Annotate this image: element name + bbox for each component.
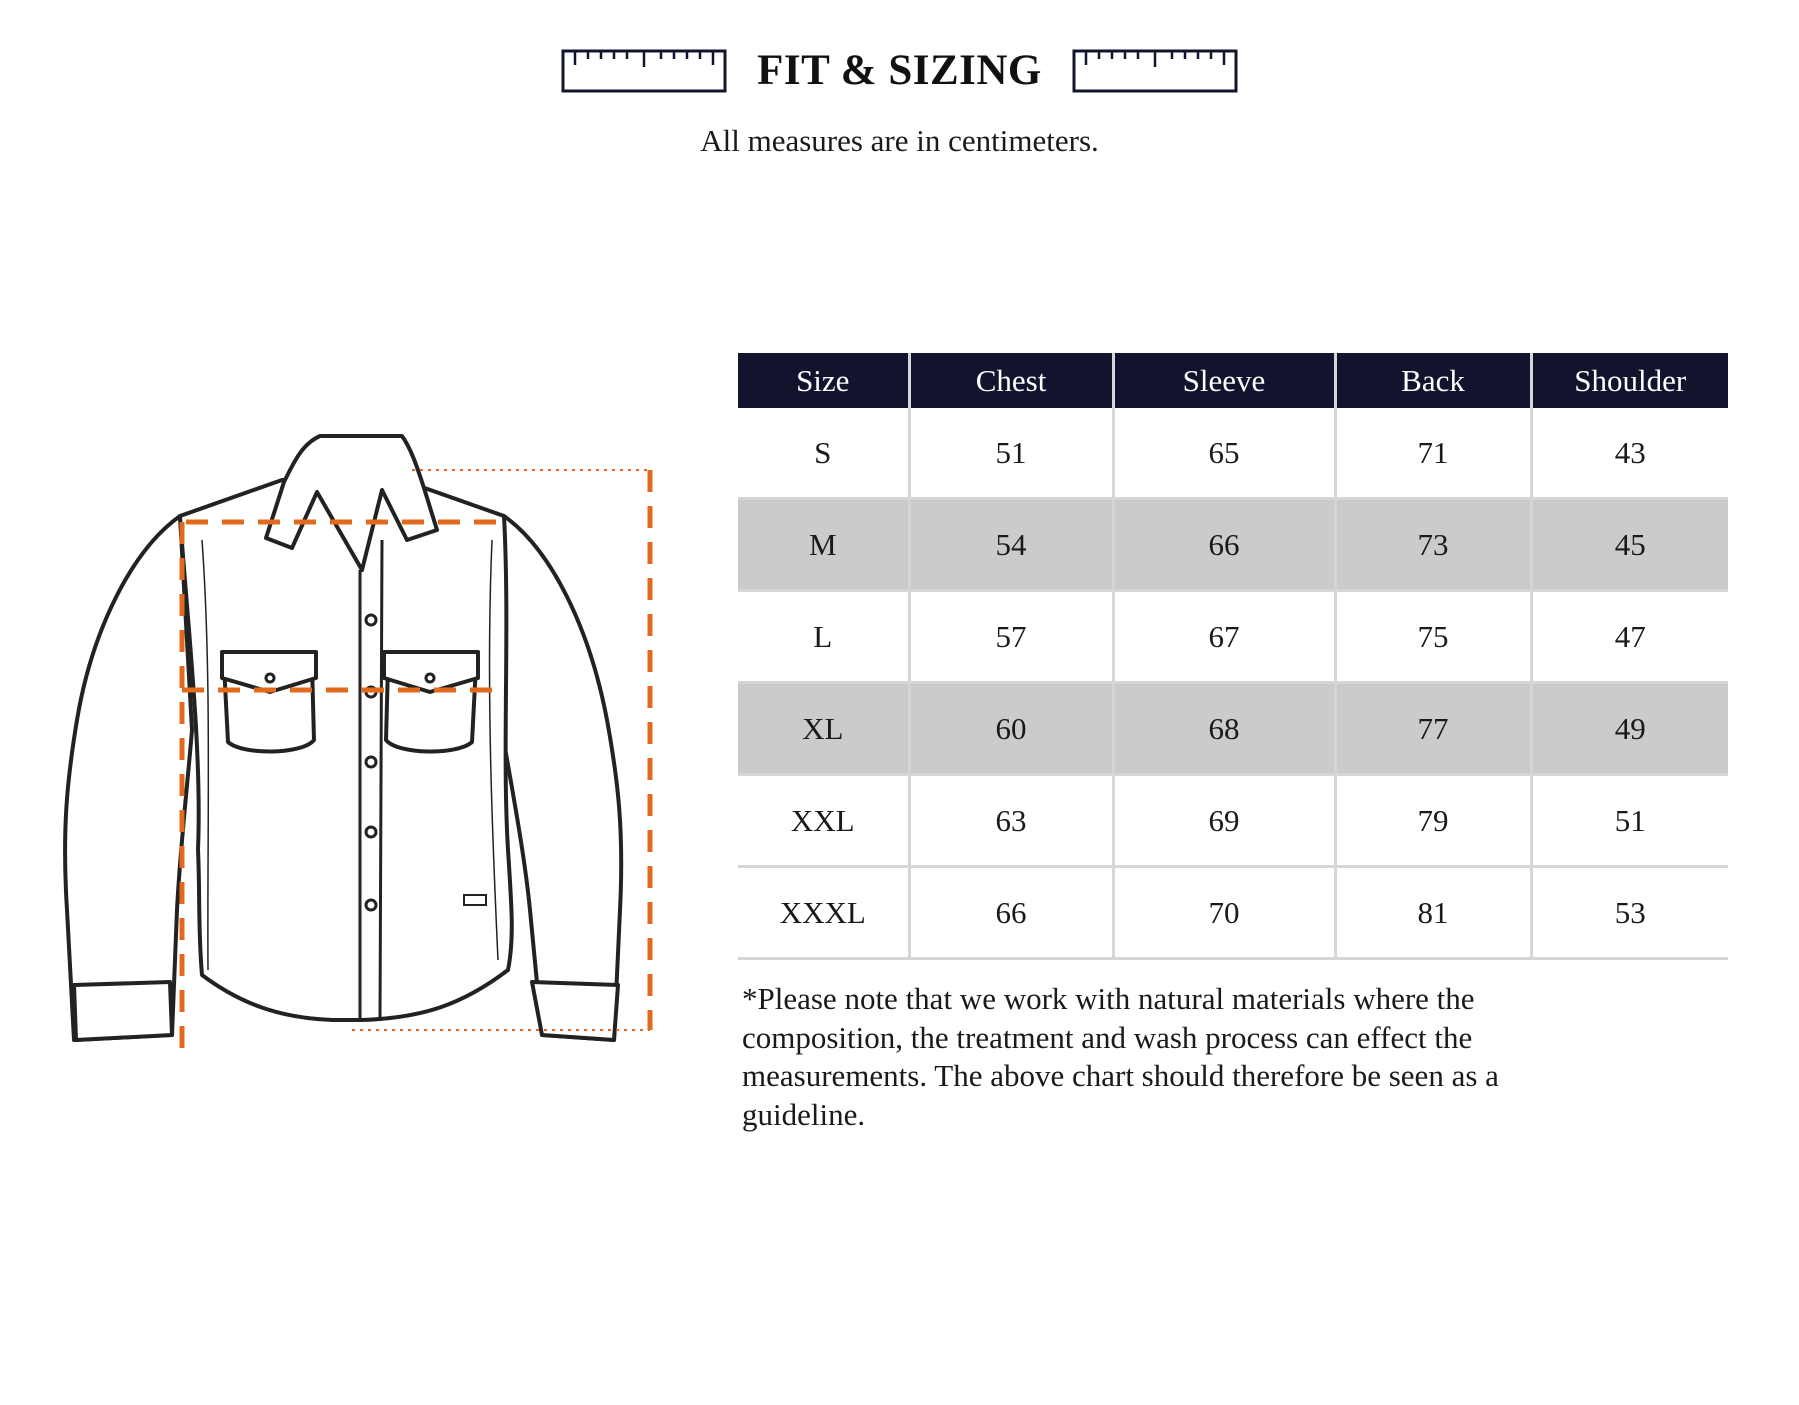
shirt-illustration xyxy=(62,430,662,1070)
ruler-icon xyxy=(1072,49,1238,93)
page-title: FIT & SIZING xyxy=(757,47,1042,94)
ruler-icon xyxy=(561,49,727,93)
sleeve-cell: 69 xyxy=(1113,775,1335,867)
back-cell: 71 xyxy=(1335,408,1531,499)
chest-cell: 66 xyxy=(909,867,1113,959)
column-header: Back xyxy=(1335,353,1531,408)
size-cell: L xyxy=(738,591,909,683)
size-cell: XL xyxy=(738,683,909,775)
shoulder-cell: 53 xyxy=(1531,867,1728,959)
size-cell: S xyxy=(738,408,909,499)
chest-cell: 54 xyxy=(909,499,1113,591)
back-cell: 77 xyxy=(1335,683,1531,775)
shoulder-cell: 51 xyxy=(1531,775,1728,867)
column-header: Size xyxy=(738,353,909,408)
table-row xyxy=(738,408,1728,499)
size-cell: XXXL xyxy=(738,867,909,959)
shoulder-cell: 43 xyxy=(1531,408,1728,499)
table-row xyxy=(738,683,1728,775)
chest-cell: 63 xyxy=(909,775,1113,867)
column-header: Chest xyxy=(909,353,1113,408)
size-cell: M xyxy=(738,499,909,591)
page-header xyxy=(0,46,1799,96)
chest-cell: 60 xyxy=(909,683,1113,775)
size-cell: XXL xyxy=(738,775,909,867)
sleeve-cell: 68 xyxy=(1113,683,1335,775)
back-cell: 81 xyxy=(1335,867,1531,959)
back-cell: 79 xyxy=(1335,775,1531,867)
table-header-row xyxy=(738,353,1728,408)
chest-cell: 51 xyxy=(909,408,1113,499)
table-row xyxy=(738,775,1728,867)
sleeve-cell: 66 xyxy=(1113,499,1335,591)
column-header: Sleeve xyxy=(1113,353,1335,408)
shoulder-cell: 49 xyxy=(1531,683,1728,775)
disclaimer-note: *Please note that we work with natural materials where the composition, the treatment and wash process can effect the measurements. The above chart should therefore be seen as a guideline. xyxy=(742,981,1499,1132)
sleeve-cell: 70 xyxy=(1113,867,1335,959)
column-header: Shoulder xyxy=(1531,353,1728,408)
size-table xyxy=(738,353,1728,960)
sleeve-cell: 65 xyxy=(1113,408,1335,499)
shoulder-cell: 47 xyxy=(1531,591,1728,683)
table-row xyxy=(738,591,1728,683)
back-cell: 75 xyxy=(1335,591,1531,683)
shoulder-cell: 45 xyxy=(1531,499,1728,591)
page-subtitle: All measures are in centimeters. xyxy=(700,123,1099,158)
back-cell: 73 xyxy=(1335,499,1531,591)
table-row xyxy=(738,499,1728,591)
table-row xyxy=(738,867,1728,959)
sleeve-cell: 67 xyxy=(1113,591,1335,683)
chest-cell: 57 xyxy=(909,591,1113,683)
